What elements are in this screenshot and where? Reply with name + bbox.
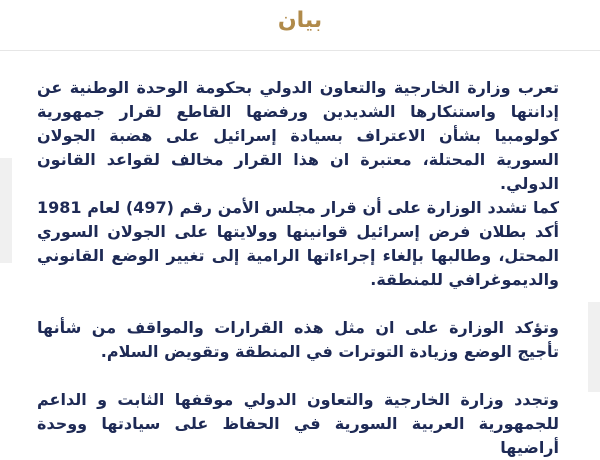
title-divider	[0, 50, 600, 51]
right-side-strip	[588, 302, 600, 392]
paragraph-condemnation: تعرب وزارة الخارجية والتعاون الدولي بحكومة الوحدة الوطنية عن إدانتها واستنكارها الشديدين ورفضها القاطع لقرار جمهورية كولومبيا بشأن الاعتراف بسيادة إسرائيل على هضبة الجولان السورية المحتلة، معتبرة ان هذا القرار مخالف لقواعد القانون الدولي.	[37, 78, 559, 193]
paragraph-escalation: وتؤكد الوزارة على ان مثل هذه القرارات والمواقف من شأنها تأجيج الوضع وزيادة التوترات في المنطقة وتقويض السلام.	[37, 318, 559, 361]
paragraph-support: وتجدد وزارة الخارجية والتعاون الدولي موقفها الثابت و الداعم للجمهورية العربية السورية في الحفاظ على سيادتها ووحدة أراضيها	[37, 390, 559, 457]
left-side-strip	[0, 158, 12, 263]
statement-title: بيان	[277, 8, 323, 33]
paragraph-security-council: كما تشدد الوزارة على أن قرار مجلس الأمن رقم (497) لعام 1981 أكد بطلان فرض إسرائيل قوانينها وولايتها على الجولان السوري المحتل، وطالبها بإلغاء إجراءاتها الرامية إلى تغيير الوضع القانوني والديموغرافي للمنطقة.	[37, 198, 559, 289]
